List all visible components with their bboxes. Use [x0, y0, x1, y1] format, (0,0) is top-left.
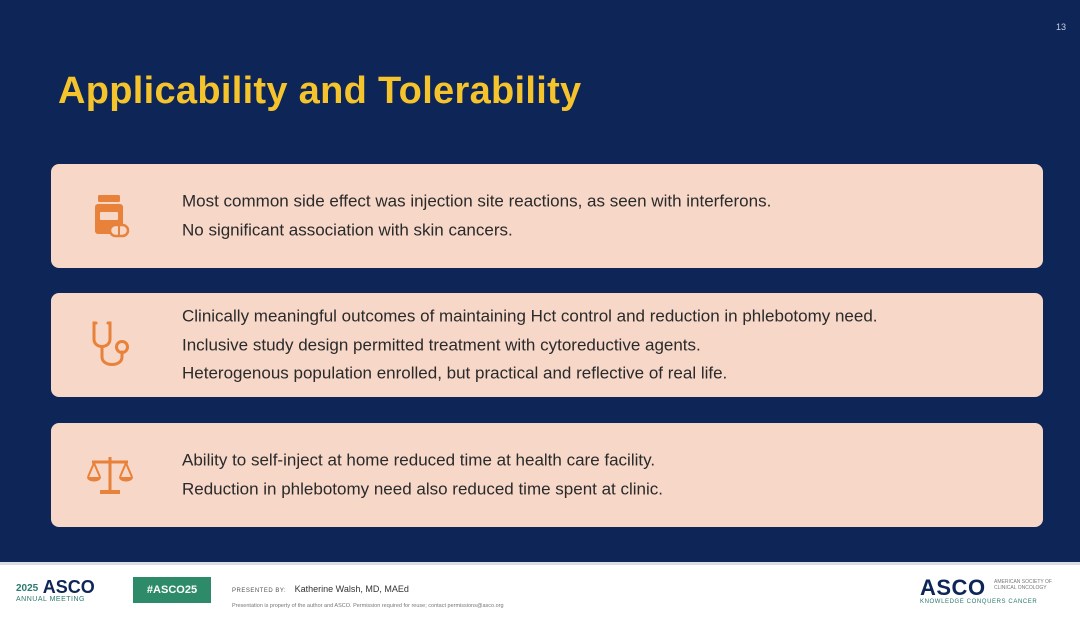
info-card-convenience [51, 423, 1043, 527]
card-text [182, 188, 1023, 245]
meeting-brand: ASCO [42, 577, 95, 597]
hashtag-badge: #ASCO25 [133, 577, 211, 603]
card-line: Inclusive study design permitted treatment with cytoreductive agents. [182, 334, 701, 354]
card-text [182, 302, 1023, 388]
society-name: AMERICAN SOCIETY OF CLINICAL ONCOLOGY [994, 579, 1052, 591]
card-line: Heterogenous population enrolled, but practical and reflective of real life. [182, 363, 728, 383]
rights-note: Presentation is property of the author and ASCO. Permission required for reuse; contact permissions@asco.org [232, 603, 504, 609]
slide-number: 13 [1055, 22, 1066, 32]
card-line: Reduction in phlebotomy need also reduced time spent at clinic. [182, 479, 664, 498]
slide-title: Applicability and Tolerability [58, 70, 582, 112]
society-tagline: KNOWLEDGE CONQUERS CANCER [920, 599, 1038, 605]
asco-society-logo [920, 575, 1070, 605]
info-card-side-effects [51, 164, 1043, 268]
card-line: No significant association with skin cancers. [182, 220, 513, 239]
meeting-subtitle: ANNUAL MEETING [16, 596, 85, 603]
presented-by-label: PRESENTED BY: [232, 588, 287, 594]
card-text [182, 447, 1023, 504]
meeting-year: 2025 [16, 583, 39, 594]
footer-bar [0, 562, 1080, 619]
info-card-outcomes [51, 293, 1043, 397]
presenter-credit [232, 579, 504, 609]
presenter-name: Katherine Walsh, MD, MAEd [294, 584, 409, 594]
annual-meeting-logo [16, 577, 116, 603]
balance-scale-icon [85, 449, 135, 501]
card-line: Clinically meaningful outcomes of maintaining Hct control and reduction in phlebotomy need. [182, 306, 878, 326]
medicine-bottle-icon [85, 190, 135, 242]
card-line: Ability to self-inject at home reduced time at health care facility. [182, 450, 656, 470]
society-brand: ASCO [920, 575, 986, 600]
stethoscope-icon [85, 319, 135, 371]
card-line: Most common side effect was injection site reactions, as seen with interferons. [182, 191, 772, 211]
